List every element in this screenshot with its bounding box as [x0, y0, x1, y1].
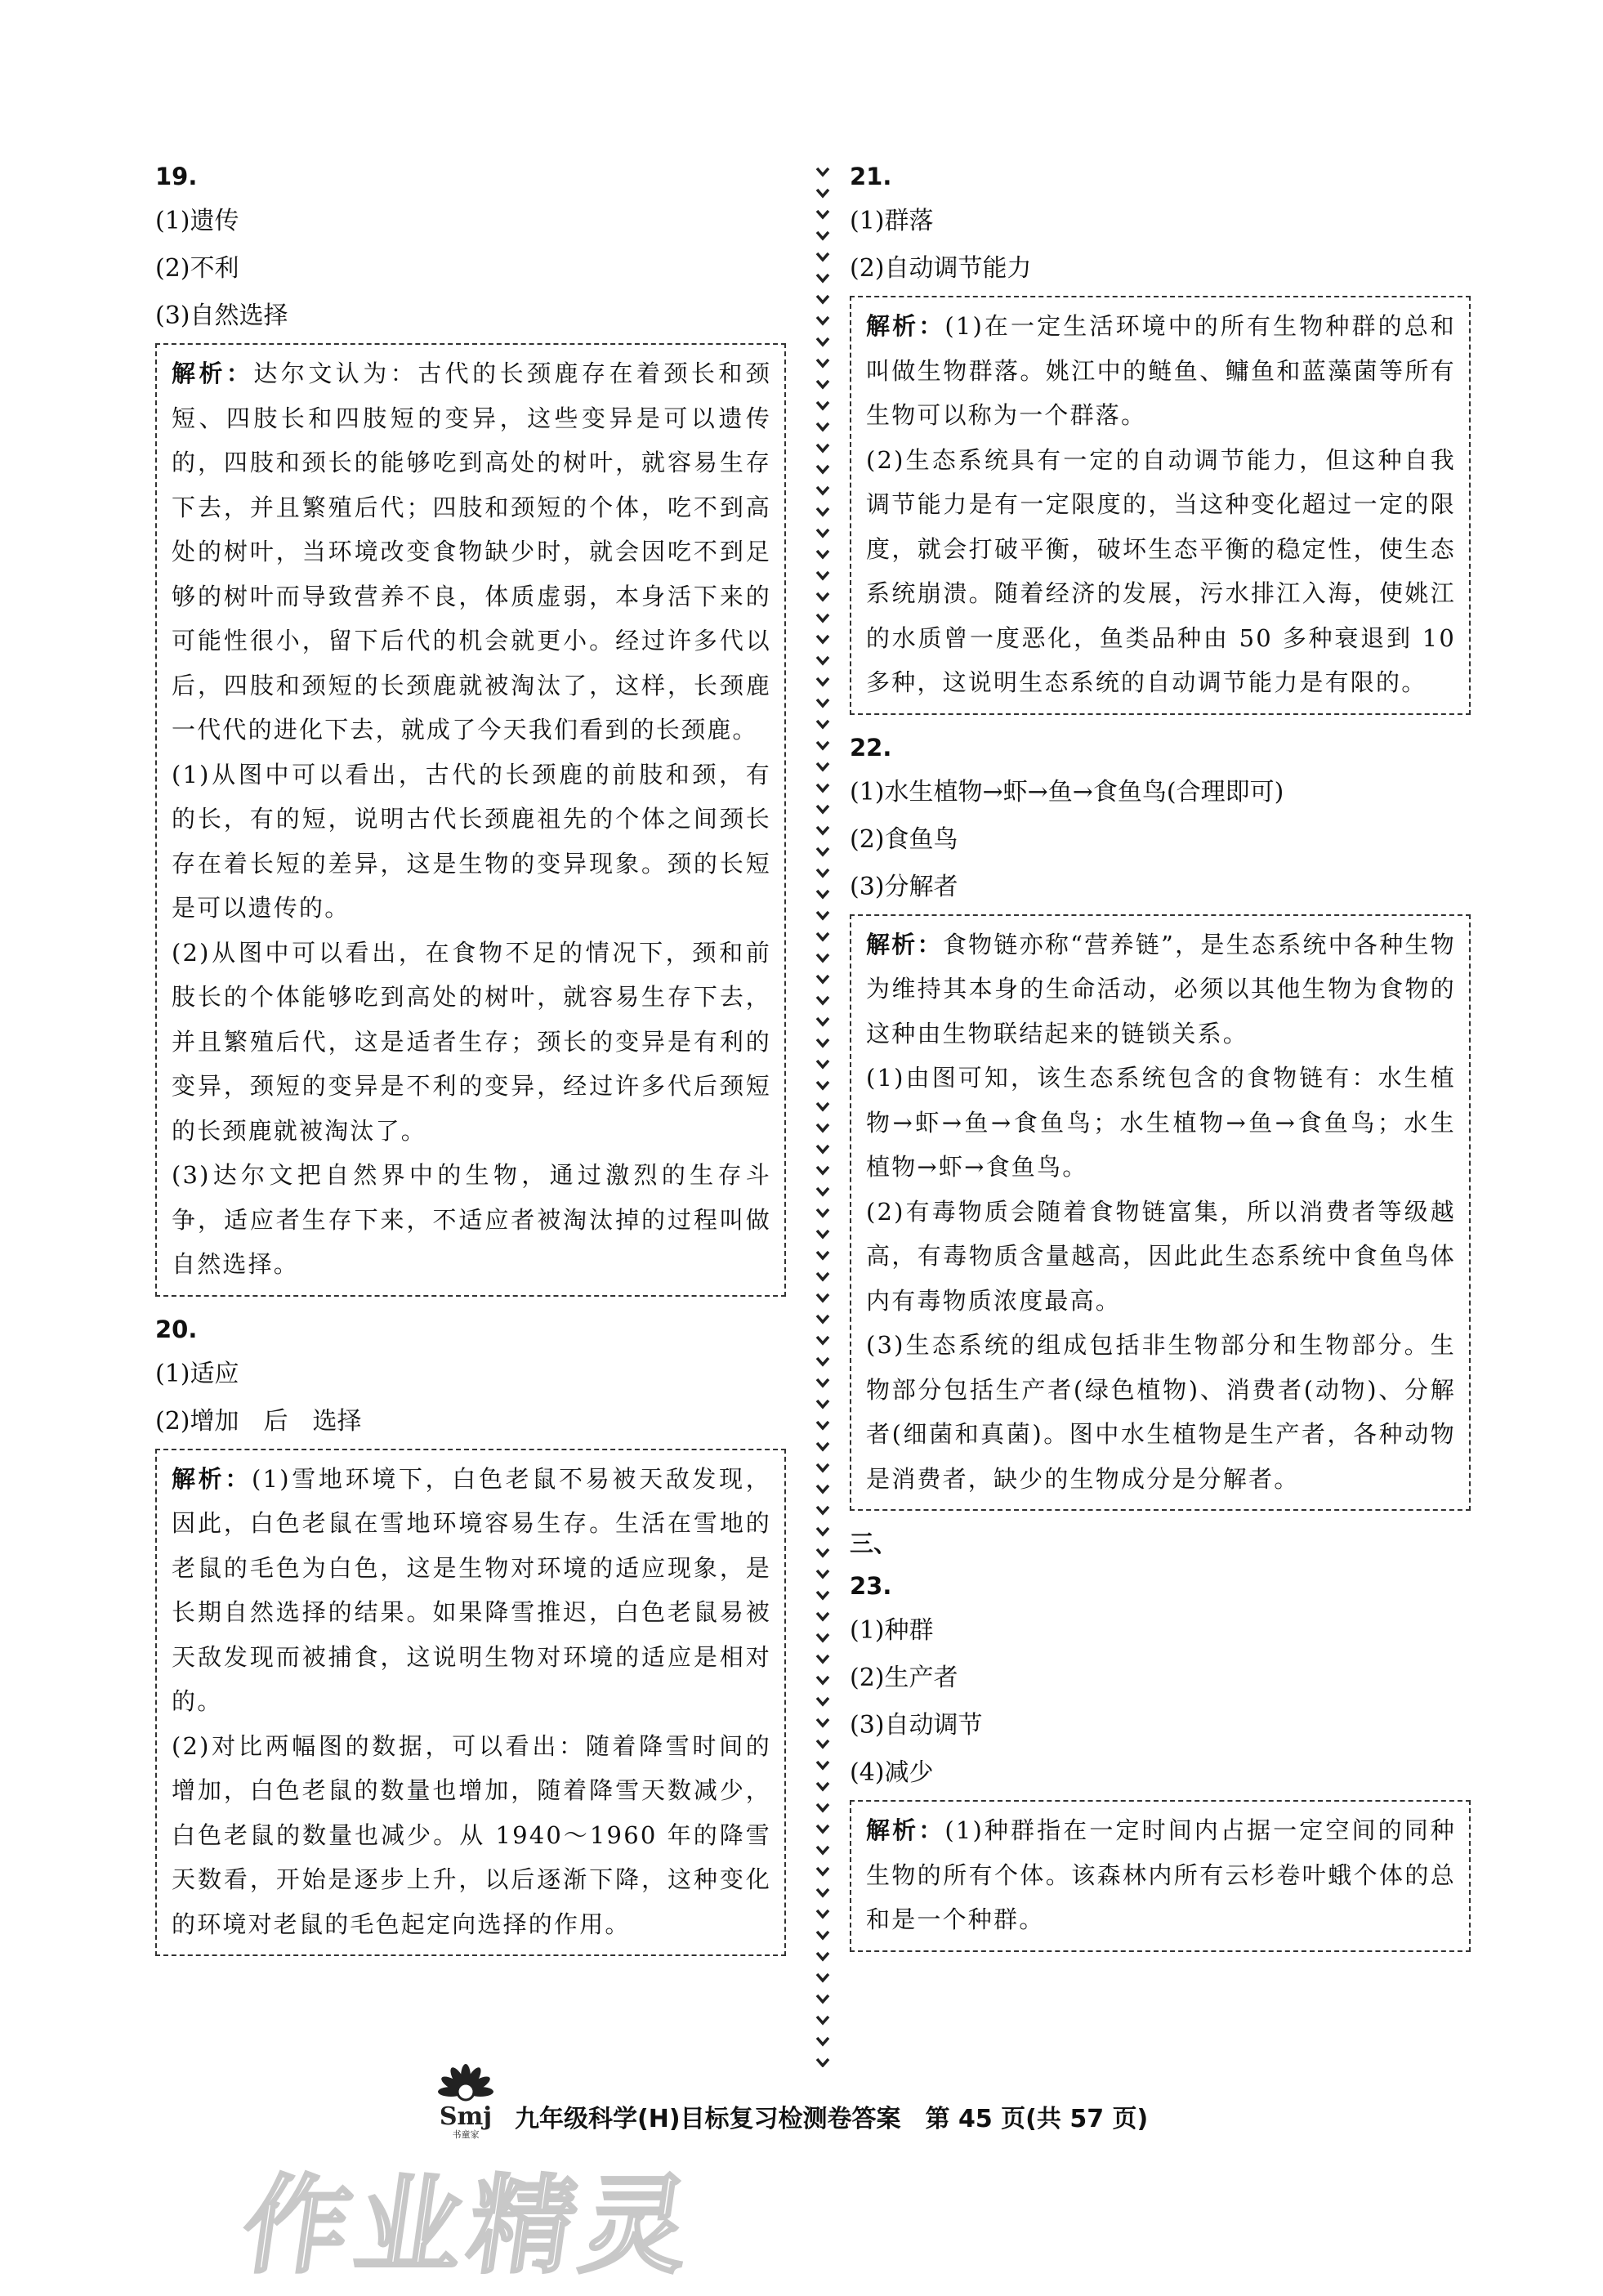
question-number: 21.	[850, 163, 892, 190]
analysis-text: (1)在一定生活环境中的所有生物种群的总和叫做生物群落。姚江中的鲢鱼、鳙鱼和蓝藻菌等所有生物可以称为一个群落。	[866, 312, 1457, 429]
analysis-box	[850, 296, 1471, 715]
answer-line: (2)不利	[155, 254, 239, 283]
analysis-text: (3)达尔文把自然界中的生物，通过激烈的生存斗争，适应者生存下来，不适应者被淘汰掉的过程叫做自然选择。	[172, 1161, 771, 1278]
analysis-text: (2)对比两幅图的数据，可以看出：随着降雪时间的增加，白色老鼠的数量也增加，随着降雪天数减少，白色老鼠的数量也减少。从 1940～1960 年的降雪天数看，开始是逐步上升，以后逐渐下降，这种变化的环境对老鼠的毛色起定向选择的作用。	[172, 1731, 771, 1938]
question-number: 22.	[850, 733, 892, 762]
analysis-text: (1)由图可知，该生态系统包含的食物链有：水生植物→虾→鱼→食鱼鸟；水生植物→鱼→食鱼鸟；水生植物→虾→食鱼鸟。	[866, 1064, 1456, 1181]
left-column	[155, 155, 786, 1968]
analysis-text: 食物链亦称“营养链”，是生态系统中各种生物为维持其本身的生命活动，必须以其他生物为食物的这种由生物联结起来的链锁关系。	[866, 930, 1456, 1047]
logo-subtext: 书童家	[452, 2129, 480, 2140]
section-heading: 三、	[850, 1530, 898, 1557]
publisher-logo-icon	[425, 2059, 507, 2141]
analysis-text: (3)生态系统的组成包括非生物部分和生物部分。生物部分包括生产者(绿色植物)、消费者(动物)、分解者(细菌和真菌)。图中水生植物是生产者，各种动物是消费者，缺少的生物成分是分解者。	[866, 1331, 1456, 1493]
answer-line: (2)食鱼鸟	[850, 824, 958, 854]
analysis-text: 达尔文认为：古代的长颈鹿存在着颈长和颈短、四肢长和四肢短的变异，这些变异是可以遗传的，四肢和颈长的能够吃到高处的树叶，就容易生存下去，并且繁殖后代；四肢和颈短的个体，吃不到高处的树叶，当环境改变食物缺少时，就会因吃不到足够的树叶而导致营养不良，体质虚弱，本身活下来的可能性很小，留下后代的机会就更小。经过许多代以后，四肢和颈短的长颈鹿就被淘汰了，这样，长颈鹿一代代的进化下去，就成了今天我们看到的长颈鹿。	[172, 360, 771, 744]
answer-line: (4)减少	[850, 1758, 934, 1787]
footer-text: 九年级科学(H)目标复习检测卷答案 第 45 页(共 57 页)	[515, 2105, 1149, 2133]
answer-line: (1)遗传	[155, 207, 239, 235]
analysis-box	[155, 343, 786, 1297]
question-number: 23.	[850, 1572, 892, 1600]
answer-line: (2)增加 后 选择	[155, 1406, 362, 1436]
answer-line: (3)分解者	[850, 872, 958, 901]
page-footer	[425, 2059, 1242, 2149]
watermark: 作业精灵	[234, 2164, 704, 2288]
answer-line: (3)自动调节	[850, 1711, 983, 1740]
analysis-box	[850, 1800, 1471, 1952]
analysis-box	[155, 1449, 786, 1957]
analysis-box	[850, 914, 1471, 1512]
analysis-label: 解析：	[866, 930, 943, 958]
answer-line: (1)适应	[155, 1359, 239, 1388]
analysis-label: 解析：	[866, 312, 945, 340]
analysis-text: (2)有毒物质会随着食物链富集，所以消费者等级越高，有毒物质含量越高，因此此生态系统中食鱼鸟体内有毒物质浓度最高。	[866, 1197, 1456, 1315]
answer-line: (1)水生植物→虾→鱼→食鱼鸟(合理即可)	[850, 777, 1284, 806]
answer-line: (2)自动调节能力	[850, 254, 1032, 283]
question-number: 20.	[155, 1315, 198, 1343]
analysis-label: 解析：	[172, 1464, 252, 1493]
answer-line: (1)群落	[850, 207, 934, 235]
analysis-label: 解析：	[866, 1816, 945, 1844]
answer-line: (2)生产者	[850, 1664, 958, 1692]
answer-line: (1)种群	[850, 1616, 934, 1645]
question-number: 19.	[155, 163, 198, 190]
logo-text: Smj	[439, 2102, 493, 2131]
column-divider	[814, 163, 832, 2067]
analysis-text: (2)从图中可以看出，在食物不足的情况下，颈和前肢长的个体能够吃到高处的树叶，就容易生存下去，并且繁殖后代，这是适者生存；颈长的变异是有利的变异，颈短的变异是不利的变异，经过许多代后颈短的长颈鹿就被淘汰了。	[172, 938, 771, 1145]
right-column	[850, 155, 1471, 1963]
analysis-text: (1)雪地环境下，白色老鼠不易被天敌发现，因此，白色老鼠在雪地环境容易生存。生活在雪地的老鼠的毛色为白色，这是生物对环境的适应现象，是长期自然选择的结果。如果降雪推迟，白色老鼠易被天敌发现而被捕食，这说明生物对环境的适应是相对的。	[172, 1464, 771, 1715]
analysis-label: 解析：	[172, 360, 254, 387]
analysis-text: (1)从图中可以看出，古代的长颈鹿的前肢和颈，有的长，有的短，说明古代长颈鹿祖先的个体之间颈长存在着长短的差异，这是生物的变异现象。颈的长短是可以遗传的。	[172, 760, 771, 922]
analysis-text: (2)生态系统具有一定的自动调节能力，但这种自我调节能力是有一定限度的，当这种变化超过一定的限度，就会打破平衡，破坏生态平衡的稳定性，使生态系统崩溃。随着经济的发展，污水排江入海，使姚江的水质曾一度恶化，鱼类品种由 50 多种衰退到 10 多种，这说明生态系统的自动调节能力是有限的。	[866, 445, 1456, 696]
analysis-text: (1)种群指在一定时间内占据一定空间的同种生物的所有个体。该森林内所有云杉卷叶蛾个体的总和是一个种群。	[866, 1816, 1457, 1933]
answer-line: (3)自然选择	[155, 302, 288, 330]
